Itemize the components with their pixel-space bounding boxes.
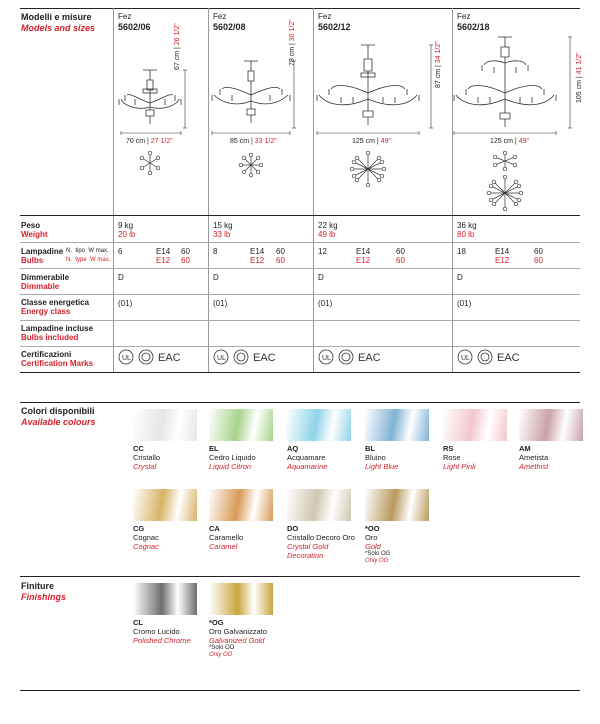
included-label: Lampadine incluse bbox=[21, 324, 94, 333]
swatch-cg bbox=[133, 489, 197, 521]
swatch-label: AM Ametista Amethist bbox=[519, 444, 549, 471]
bulbs-subheader: N. tipo W max. bbox=[66, 248, 109, 254]
bulbs-wmax-us: 60 bbox=[396, 256, 405, 265]
weight-kg: 9 kg bbox=[118, 221, 134, 230]
cert-marks-18 bbox=[457, 349, 521, 370]
energy-value: (01) bbox=[118, 299, 133, 308]
model-family-2: Fez bbox=[213, 12, 227, 21]
width-08: 85 cm | 33 1/2" bbox=[230, 138, 277, 145]
chandelier-drawing-18 bbox=[452, 33, 580, 218]
energy-label: Classe energetica bbox=[21, 298, 90, 307]
weight-lb: 33 lb bbox=[213, 230, 231, 239]
swatch-aq bbox=[287, 409, 351, 441]
included-label-en: Bulbs included bbox=[21, 333, 79, 342]
models-title: Modelli e misure bbox=[21, 12, 92, 22]
dimmable-label-en: Dimmable bbox=[21, 282, 60, 291]
weight-label-en: Weight bbox=[21, 230, 48, 239]
swatch-cl bbox=[133, 583, 197, 615]
bulbs-type-us: E12 bbox=[156, 256, 171, 265]
bulbs-type: E14 bbox=[356, 247, 371, 256]
bulbs-count: 8 bbox=[213, 247, 218, 256]
width-06: 70 cm | 27 1/2" bbox=[126, 138, 173, 145]
swatch-am bbox=[519, 409, 583, 441]
swatch-do bbox=[287, 489, 351, 521]
swatch-label: CL Cromo Lucido Polished Chrome bbox=[133, 618, 191, 645]
model-family-3: Fez bbox=[318, 12, 332, 21]
swatch-label: DO Cristallo Decoro Oro Crystal Gold Decoration bbox=[287, 524, 355, 560]
swatch-og bbox=[209, 583, 273, 615]
height-08: 78 cm | 30 1/2" bbox=[289, 19, 296, 66]
height-06: 67 cm | 26 1/2" bbox=[174, 23, 181, 70]
swatch-label: CC Cristallo Crystal bbox=[133, 444, 161, 471]
swatch-label: BL Bluino Light Blue bbox=[365, 444, 399, 471]
height-18: 105 cm | 41 1/2" bbox=[576, 52, 583, 103]
cert-label: Certificazioni bbox=[21, 350, 72, 359]
cert-marks-06 bbox=[118, 349, 182, 370]
model-code-4: 5602/18 bbox=[457, 22, 490, 32]
model-code-3: 5602/12 bbox=[318, 22, 351, 32]
swatch-ca bbox=[209, 489, 273, 521]
colours-title: Colori disponibili bbox=[21, 406, 95, 416]
swatch-label: EL Cedro Liquido Liquid Citron bbox=[209, 444, 256, 471]
chandelier-drawing-06 bbox=[113, 33, 208, 203]
weight-kg: 22 kg bbox=[318, 221, 338, 230]
energy-label-en: Energy class bbox=[21, 307, 71, 316]
weight-label: Peso bbox=[21, 221, 41, 230]
model-family-4: Fez bbox=[457, 12, 471, 21]
weight-kg: 15 kg bbox=[213, 221, 233, 230]
svg-text:UL: UL bbox=[122, 355, 131, 362]
svg-text:EAC: EAC bbox=[158, 352, 181, 364]
svg-text:EAC: EAC bbox=[253, 352, 276, 364]
bulbs-type-us: E12 bbox=[356, 256, 371, 265]
bulbs-label: Lampadine bbox=[21, 247, 64, 256]
dimmable-value: D bbox=[213, 273, 219, 282]
swatch-label: CA Caramello Caramel bbox=[209, 524, 244, 551]
energy-value: (01) bbox=[457, 299, 472, 308]
top-rule bbox=[20, 8, 580, 9]
swatch-label: *OO Oro Gold *Solo OG Only OG bbox=[365, 524, 391, 564]
dimmable-value: D bbox=[318, 273, 324, 282]
bulbs-type-us: E12 bbox=[495, 256, 510, 265]
model-family-1: Fez bbox=[118, 12, 132, 21]
bulbs-count: 18 bbox=[457, 247, 466, 256]
cert-marks-12 bbox=[318, 349, 382, 370]
bulbs-type: E14 bbox=[156, 247, 171, 256]
svg-text:EAC: EAC bbox=[358, 352, 381, 364]
weight-kg: 36 kg bbox=[457, 221, 477, 230]
swatch-el bbox=[209, 409, 273, 441]
weight-lb: 20 lb bbox=[118, 230, 136, 239]
bulbs-wmax-us: 60 bbox=[181, 256, 190, 265]
bulbs-wmax: 60 bbox=[396, 247, 405, 256]
swatch-label: RS Rose Light Pink bbox=[443, 444, 476, 471]
swatch-label: CG Cognac Cognac bbox=[133, 524, 159, 551]
weight-lb: 49 lb bbox=[318, 230, 336, 239]
energy-value: (01) bbox=[213, 299, 228, 308]
finishes-title: Finiture bbox=[21, 581, 54, 591]
bulbs-wmax: 60 bbox=[534, 247, 543, 256]
cert-marks-08 bbox=[213, 349, 277, 370]
swatch-bl bbox=[365, 409, 429, 441]
swatch-cc bbox=[133, 409, 197, 441]
weight-lb: 80 lb bbox=[457, 230, 475, 239]
height-12: 87 cm | 34 1/2" bbox=[435, 41, 442, 88]
dimmable-label: Dimmerabile bbox=[21, 273, 70, 282]
model-code-1: 5602/06 bbox=[118, 22, 151, 32]
models-subtitle: Models and sizes bbox=[21, 23, 96, 33]
bulbs-count: 12 bbox=[318, 247, 327, 256]
swatch-label: *OG Oro Galvanizzato Galvanized Gold *Solo OO Only OO bbox=[209, 618, 267, 658]
chandelier-drawing-12 bbox=[313, 33, 452, 203]
energy-value: (01) bbox=[318, 299, 333, 308]
dimmable-value: D bbox=[118, 273, 124, 282]
width-18: 125 cm | 49" bbox=[490, 138, 529, 145]
swatch-label: AQ Acquamare Aquamarine bbox=[287, 444, 328, 471]
bulbs-count: 6 bbox=[118, 247, 123, 256]
dimmable-value: D bbox=[457, 273, 463, 282]
width-12: 125 cm | 49" bbox=[352, 138, 391, 145]
bulbs-wmax: 60 bbox=[181, 247, 190, 256]
swatch-oo bbox=[365, 489, 429, 521]
bulbs-type: E14 bbox=[250, 247, 265, 256]
bulbs-wmax-us: 60 bbox=[276, 256, 285, 265]
bulbs-type-us: E12 bbox=[250, 256, 265, 265]
bulbs-type: E14 bbox=[495, 247, 510, 256]
bulbs-subheader-en: N. type W max. bbox=[66, 257, 111, 263]
finishes-subtitle: Finishings bbox=[21, 592, 66, 602]
svg-text:UL: UL bbox=[217, 355, 226, 362]
svg-text:UL: UL bbox=[322, 355, 331, 362]
swatch-rs bbox=[443, 409, 507, 441]
svg-text:UL: UL bbox=[461, 355, 470, 362]
model-code-2: 5602/08 bbox=[213, 22, 246, 32]
cert-label-en: Certification Marks bbox=[21, 359, 94, 368]
colours-subtitle: Available colours bbox=[21, 417, 96, 427]
bulbs-label-en: Bulbs bbox=[21, 256, 44, 265]
chandelier-drawing-08 bbox=[208, 33, 313, 203]
svg-text:EAC: EAC bbox=[497, 352, 520, 364]
bulbs-wmax: 60 bbox=[276, 247, 285, 256]
bulbs-wmax-us: 60 bbox=[534, 256, 543, 265]
